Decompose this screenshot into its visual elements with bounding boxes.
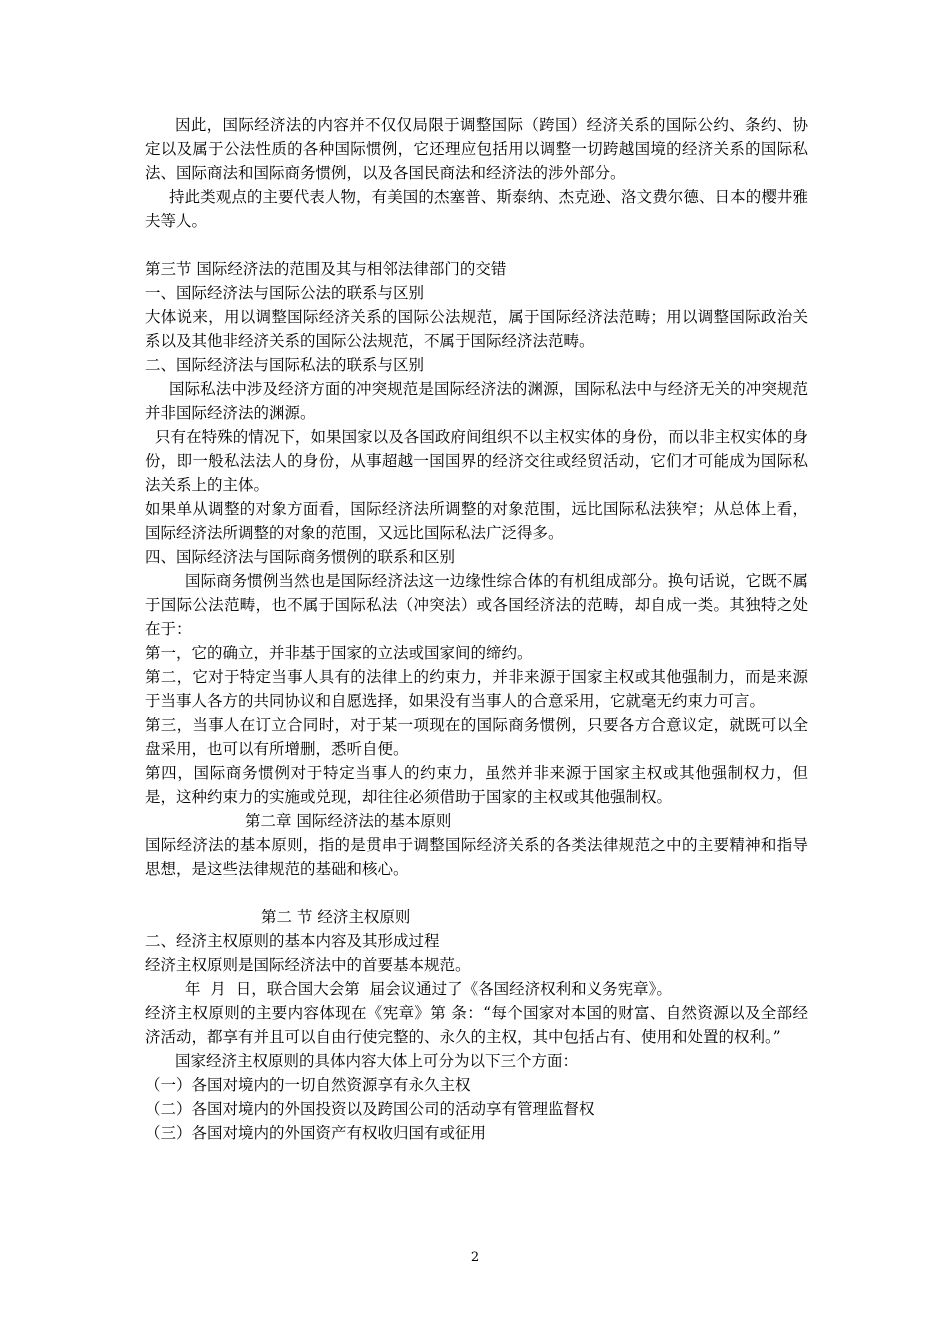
- list-item: 第二，它对于特定当事人具有的法律上的约束力，并非来源于国家主权或其他强制力，而是来源于当事人各方的共同协议和自愿选择，如果没有当事人的合意采用，它就毫无约束力可言。: [145, 668, 808, 710]
- paragraph-charter-article: 经济主权原则的主要内容体现在《宪章》第 条：“每个国家对本国的财富、自然资源以及全部经济活动，都享有并且可以自由行使完整的、永久的主权，其中包括占有、使用和处置的权利。”: [145, 1004, 808, 1046]
- paragraph: 国际经济法的基本原则，指的是贯串于调整国际经济关系的各类法律规范之中的主要精神和指导思想，是这些法律规范的基础和核心。: [145, 836, 808, 878]
- paragraph: 国际商务惯例当然也是国际经济法这一边缘性综合体的有机组成部分。换句话说，它既不属于国际公法范畴，也不属于国际私法（冲突法）或各国经济法的范畴，却自成一类。其独特之处在于：: [145, 572, 808, 638]
- list-item: 第三，当事人在订立合同时，对于某一项现在的国际商务惯例，只要各方合意议定，就既可以全盘采用，也可以有所增删，悉听自便。: [145, 716, 808, 758]
- list-item: （三）各国对境内的外国资产有权收归国有或征用: [145, 1124, 487, 1142]
- list-item: 第一，它的确立，并非基于国家的立法或国家间的缔约。: [145, 644, 533, 662]
- document-body: [145, 113, 808, 1145]
- spacer: [145, 881, 808, 905]
- paragraph-charter-date: 年 月 日，联合国大会第 届会议通过了《各国经济权利和义务宪章》。: [185, 980, 672, 998]
- paragraph: 如果单从调整的对象方面看，国际经济法所调整的对象范围，远比国际私法狭窄；从总体上看，国际经济法所调整的对象的范围，又远比国际私法广泛得多。: [145, 500, 808, 542]
- list-item: （二）各国对境内的外国投资以及跨国公司的活动享有管理监督权: [145, 1100, 595, 1118]
- list-item: 第四，国际商务惯例对于特定当事人的约束力，虽然并非来源于国家主权或其他强制权力，但是，这种约束力的实施或兑现，却往往必须借助于国家的主权或其他强制权。: [145, 764, 808, 806]
- subheading: 二、经济主权原则的基本内容及其形成过程: [145, 932, 440, 950]
- spacer: [145, 233, 808, 257]
- page-number: 2: [470, 1250, 480, 1265]
- subheading: 四、国际经济法与国际商务惯例的联系和区别: [145, 548, 456, 566]
- subheading: 二、国际经济法与国际私法的联系与区别: [145, 356, 425, 374]
- paragraph: 国家经济主权原则的具体内容大体上可分为以下三个方面：: [175, 1052, 579, 1070]
- paragraph: 国际私法中涉及经济方面的冲突规范是国际经济法的渊源，国际私法中与经济无关的冲突规范并非国际经济法的渊源。: [145, 380, 808, 422]
- section-heading: 第三节 国际经济法的范围及其与相邻法律部门的交错: [145, 260, 507, 278]
- paragraph-scope-intro: 因此，国际经济法的内容并不仅仅局限于调整国际（跨国）经济关系的国际公约、条约、协定以及属于公法性质的各种国际惯例，它还理应包括用以调整一切跨越国境的经济关系的国际私法、国际商法和国际商务惯例，以及各国民商法和经济法的涉外部分。: [145, 116, 808, 182]
- section-heading: 第二 节 经济主权原则: [261, 908, 411, 926]
- list-item: （一）各国对境内的一切自然资源享有永久主权: [145, 1076, 471, 1094]
- paragraph: 只有在特殊的情况下，如果国家以及各国政府间组织不以主权实体的身份，而以非主权实体的身份，即一般私法法人的身份，从事超越一国国界的经济交往或经贸活动，它们才可能成为国际私法关系上的主体。: [145, 428, 808, 494]
- chapter-heading: 第二章 国际经济法的基本原则: [245, 812, 452, 830]
- subheading: 一、国际经济法与国际公法的联系与区别: [145, 284, 425, 302]
- paragraph: 经济主权原则是国际经济法中的首要基本规范。: [145, 956, 471, 974]
- paragraph-representatives: 持此类观点的主要代表人物，有美国的杰塞普、斯泰纳、杰克逊、洛文费尔德、日本的樱井雅夫等人。: [145, 188, 808, 230]
- paragraph: 大体说来，用以调整国际经济关系的国际公法规范，属于国际经济法范畴；用以调整国际政治关系以及其他非经济关系的国际公法规范，不属于国际经济法范畴。: [145, 308, 808, 350]
